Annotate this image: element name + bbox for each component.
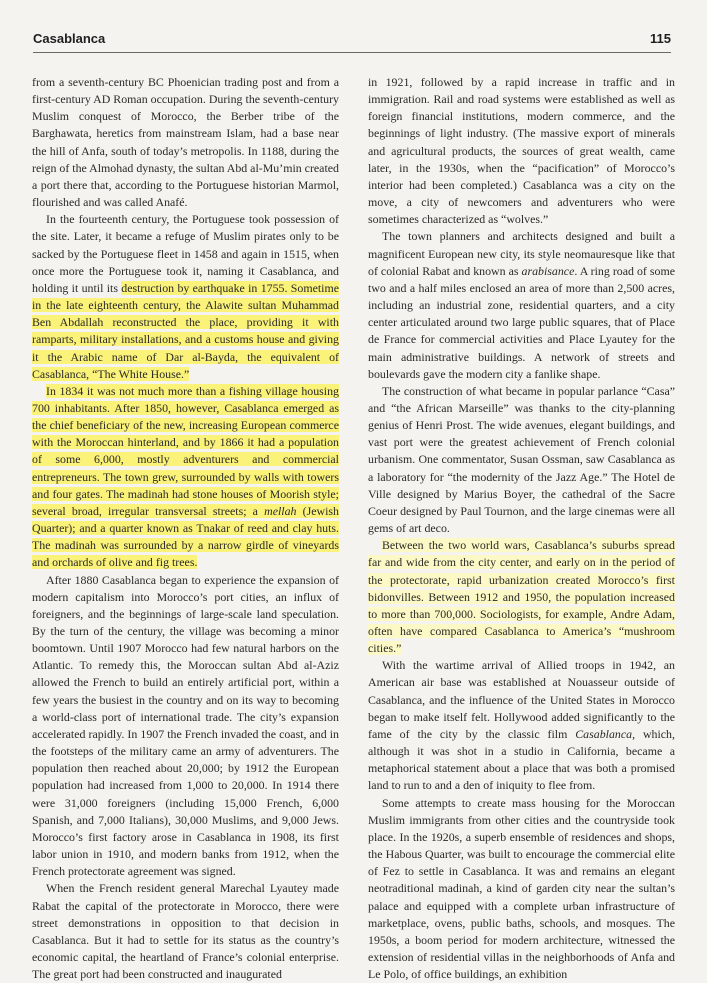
- paragraph: The construction of what became in popular parlance “Casa” and “the African Marseille” was thanks to the city-planning genius of Henri Prost. The wide avenues, elegant buildings, and vast port were the greatest achievement of French colonial urbanism. One commentator, Susan Ossman, saw Casablanca as a laboratory for “the modernity of the Jazz Age.” The Hotel de Ville designed by Marius Boyer, the cathedral of the Sacre Coeur designed by Paul Tournon, and the large cinemas were all gems of art deco.: [368, 383, 675, 536]
- header-rule: [33, 52, 671, 53]
- paragraph: After 1880 Casablanca began to experience the expansion of modern capitalism into Morocco’s port cities, an influx of foreigners, and the beginnings of large-scale land speculation. By the turn of the century, the village was becoming a minor boomtown. Until 1907 Morocco had few natural harbors on the Atlantic. To remedy this, the Moroccan sultan Abd al-Aziz allowed the French to build an entirely artificial port, within a few years the busiest in the country and on its way to becoming a world-class port of international trade. The city’s expansion accelerated rapidly. In 1907 the French invaded the coast, and in the footsteps of the military came an army of adventurers. The population then reached about 20,000; by 1912 the European population had increased from 1,000 to 20,000. In 1914 there were 31,000 foreigners (including 15,000 French, 6,000 Spanish, and 7,000 Italians), 30,000 Muslims, and 9,000 Jews. Morocco’s first factory arose in Casablanca in 1908, its first labor union in 1910, and modern banks from 1912, when the French protectorate agreement was signed.: [32, 572, 339, 879]
- right-column: [368, 74, 675, 983]
- section-title: Casablanca: [33, 31, 106, 46]
- highlighted-text: destruction by earthquake in 1755. Sometime in the late eighteenth century, the Alawite sultan Muhammad Ben Abdallah reconstructed the place, providing it with ramparts, military installations, and a customs house and giving it the Arabic name of Dar al-Bayda, the equivalent of Casablanca, “The White House.”: [32, 280, 339, 381]
- left-column: [32, 74, 339, 983]
- paragraph: When the French resident general Marechal Lyautey made Rabat the capital of the protectorate in Morocco, there were street demonstrations in opposition to that decision in Casablanca. But it had to settle for its status as the country’s economic capital, the heartland of France’s colonial enterprise. The great port had been constructed and inaugurated: [32, 881, 339, 982]
- page-number: 115: [650, 31, 671, 46]
- paragraph: Some attempts to create mass housing for the Moroccan Muslim immigrants from other cities and the countryside took place. In the 1920s, a superb ensemble of residences and shops, the Habous Quarter, was built to encourage the commercial elite of Fez to settle in Casablanca. It was and remains an elegant neotraditional madinah, a kind of garden city near the sultan’s palace and equipped with a complete urban infrastructure of marketplace, ovens, public baths, schools, and mosques. The 1950s, a boom period for modern architecture, witnessed the extension of residential villas in the neighborhoods of Anfa and Le Polo, of office buildings, an exhibition: [368, 795, 675, 982]
- paragraph: from a seventh-century BC Phoenician trading post and from a first-century AD Roman occupation. During the seventh-century Muslim conquest of Morocco, the Berber tribe of the Barghawata, heretics from mainstream Islam, had a base near the hill of Anfa, south of today’s metropolis. In 1188, during the reign of the Almohad dynasty, the sultan Abd al-Mu’min created a port there that, according to the Portuguese historian Marmol, flourished and was called Anafé.: [32, 75, 339, 210]
- paragraph: in 1921, followed by a rapid increase in traffic and in immigration. Rail and road systems were established as well as foreign financial institutions, modern commerce, and the beginnings of light industry. (The massive export of minerals and agricultural products, the sources of great wealth, came later, in the 1930s, when the “pacification” of Morocco’s interior had been completed.) Casablanca was a city on the move, a city of newcomers and adventurers who were sometimes characterized as “wolves.”: [368, 75, 675, 227]
- running-head: [33, 31, 671, 46]
- paragraph: With the wartime arrival of Allied troops in 1942, an American air base was established at Nouasseur outside of Casablanca, and the influence of the United States in Morocco began to make itself felt. Hollywood added significantly to the fame of the city by the classic film Casablanca, which, although it was shot in a studio in California, became a metaphorical statement about a place that was both a promised land to run to and a den of iniquity to flee from.: [368, 658, 675, 793]
- paragraph-faint-highlight: Between the two world wars, Casablanca’s suburbs spread far and wide from the city center, and early on in the period of the protectorate, rapid urbanization created Morocco’s first bidonvilles. Between 1912 and 1950, the population increased to more than 700,000. Sociologists, for example, Andre Adam, often have compared Casablanca to America’s “mushroom cities.”: [368, 538, 675, 656]
- paragraph: The town planners and architects designed and built a magnificent European new city, its style neomauresque like that of colonial Rabat and known as arabisance. A ring road of some two and a half miles enclosed an area of more than 2,500 acres, including an industrial zone, residential quarters, and a city center articulated around two large public squares, that of Place de France for commercial activities and Place Lyautey for the main administrative buildings. A network of streets and boulevards gave the modern city a fanlike shape.: [368, 229, 675, 381]
- paragraph-highlighted: In 1834 it was not much more than a fishing village housing 700 inhabitants. After 1850, however, Casablanca emerged as the chief beneficiary of the new, increasing European commerce with the Moroccan hinterland, and by 1866 it had a population of some 6,000, mostly adventurers and commercial entrepreneurs. The town grew, surrounded by walls with towers and four gates. The madinah had stone houses of Moorish style; several broad, irregular transversal streets; a mellah (Jewish Quarter); and a quarter known as Tnakar of reed and clay huts. The madinah was surrounded by a narrow girdle of vineyards and orchards of olive and fig trees.: [32, 383, 339, 570]
- paragraph: In the fourteenth century, the Portuguese took possession of the site. Later, it became a refuge of Muslim pirates only to be sacked by the Portuguese fleet in 1458 and again in 1515, when once more the Portuguese took it, naming it Casablanca, and holding it until its destruction by earthquake in 1755. Sometime in the late eighteenth century, the Alawite sultan Muhammad Ben Abdallah reconstructed the place, providing it with ramparts, military installations, and a customs house and giving it the Arabic name of Dar al-Bayda, the equivalent of Casablanca, “The White House.”: [32, 212, 339, 381]
